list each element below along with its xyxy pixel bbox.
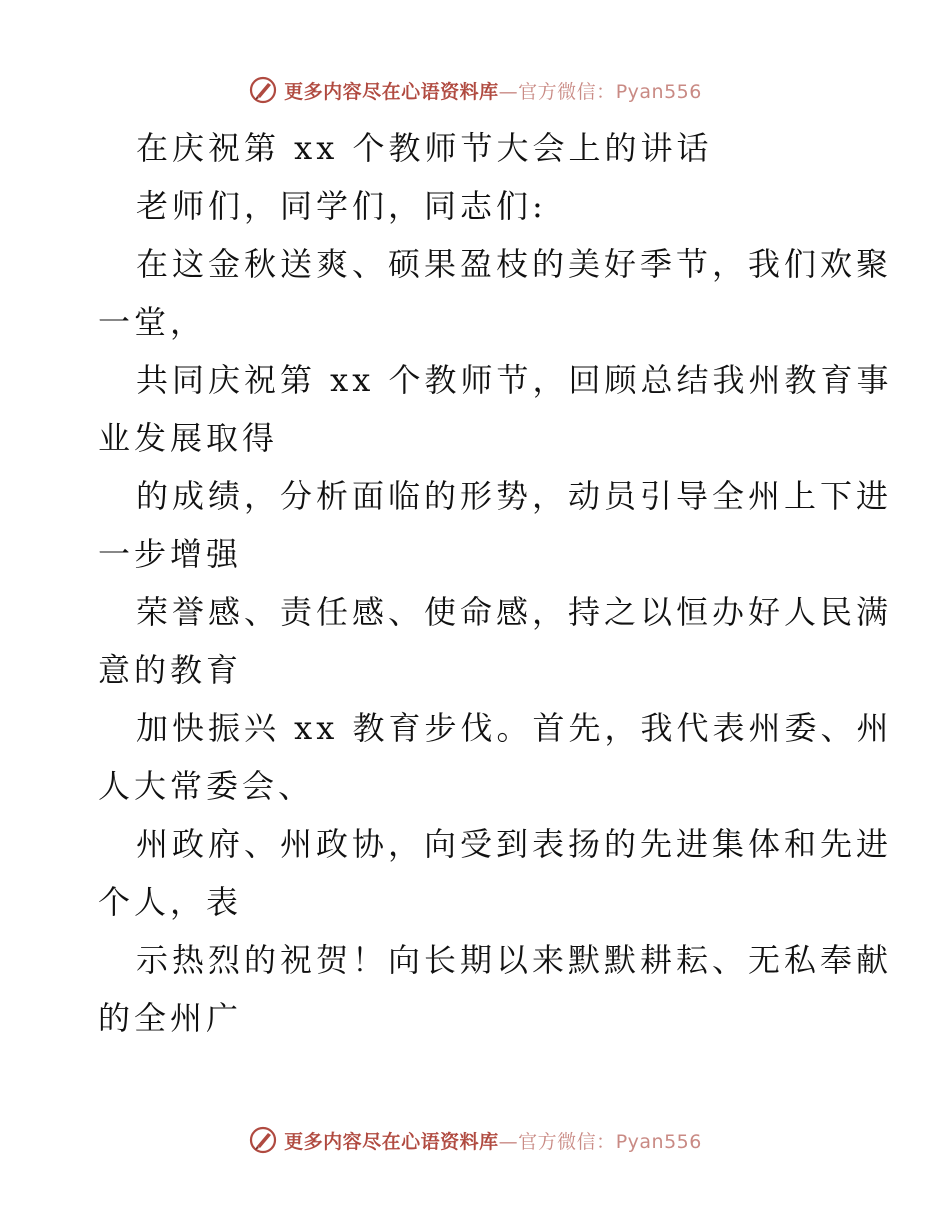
watermark-brand: 更多内容尽在心语资料库 bbox=[284, 1130, 499, 1153]
paragraph-line: 人大常委会、 bbox=[98, 767, 315, 805]
footer-watermark bbox=[0, 1122, 950, 1158]
watermark-text bbox=[284, 77, 702, 104]
paragraph-line: 一步增强 bbox=[98, 535, 243, 573]
watermark-suffix: 官方微信： bbox=[518, 80, 616, 103]
paragraph-line: 意的教育 bbox=[98, 651, 243, 689]
header-watermark bbox=[0, 72, 950, 108]
quill-pen-icon bbox=[248, 1125, 278, 1155]
watermark-text bbox=[284, 1127, 702, 1154]
paragraph-line: 加快振兴 xx 教育步伐。首先，我代表州委、州 bbox=[136, 709, 893, 747]
watermark-dash: — bbox=[498, 1130, 519, 1153]
watermark-suffix: 官方微信： bbox=[518, 1130, 616, 1153]
paragraph-line: 个人，表 bbox=[98, 883, 243, 921]
watermark-brand: 更多内容尽在心语资料库 bbox=[284, 80, 499, 103]
salutation: 老师们，同学们，同志们: bbox=[136, 187, 547, 225]
watermark-dash: — bbox=[498, 80, 519, 103]
paragraph-line: 共同庆祝第 xx 个教师节，回顾总结我州教育事 bbox=[136, 361, 893, 399]
paragraph-line: 示热烈的祝贺！向长期以来默默耕耘、无私奉献 bbox=[136, 941, 893, 979]
paragraph-line: 的成绩，分析面临的形势，动员引导全州上下进 bbox=[136, 477, 893, 515]
paragraph-line: 在这金秋送爽、硕果盈枝的美好季节，我们欢聚 bbox=[136, 245, 893, 283]
paragraph-line: 业发展取得 bbox=[98, 419, 279, 457]
paragraph-line: 一堂， bbox=[98, 303, 207, 341]
quill-pen-icon bbox=[248, 75, 278, 105]
watermark-wechat-id: Pyan556 bbox=[615, 1130, 702, 1153]
paragraph-line: 的全州广 bbox=[98, 999, 243, 1037]
paragraph-line: 荣誉感、责任感、使命感，持之以恒办好人民满 bbox=[136, 593, 893, 631]
paragraph-line: 州政府、州政协，向受到表扬的先进集体和先进 bbox=[136, 825, 893, 863]
document-title: 在庆祝第 xx 个教师节大会上的讲话 bbox=[136, 129, 713, 167]
watermark-wechat-id: Pyan556 bbox=[615, 80, 702, 103]
